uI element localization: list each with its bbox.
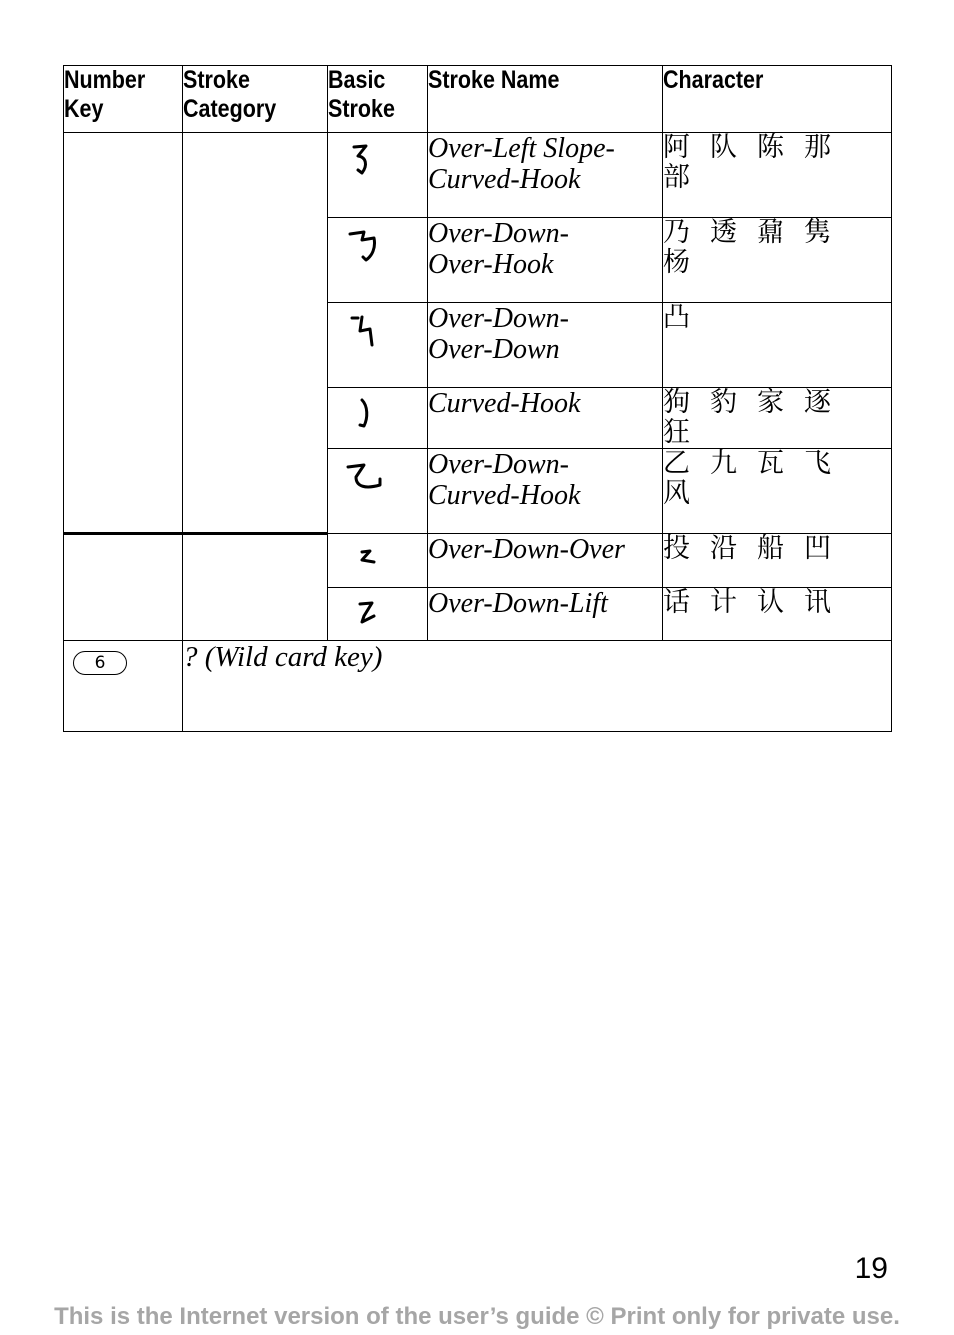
stroke-name-cell: Over-Down-Over xyxy=(428,534,663,588)
character: 狂 xyxy=(663,417,690,448)
table-row xyxy=(64,133,892,218)
basic-stroke-cell xyxy=(328,218,428,303)
page-number: 19 xyxy=(854,1252,888,1285)
header-number-key: Number Key xyxy=(64,66,183,133)
character: 那 xyxy=(804,132,831,163)
over-left-slope-curved-hook-stroke-icon xyxy=(346,141,386,181)
header-stroke-name: Stroke Name xyxy=(428,66,663,133)
curved-hook-stroke-icon xyxy=(346,396,386,432)
stroke-name-cell: Over-Left Slope- Curved-Hook xyxy=(428,133,663,218)
stroke-name-cell: Over-Down- Over-Hook xyxy=(428,218,663,303)
wild-card-description: ? (Wild card key) xyxy=(183,641,892,732)
character: 逐 xyxy=(804,387,831,418)
character: 九 xyxy=(710,448,737,479)
over-down-over-down-stroke-icon xyxy=(346,311,386,351)
basic-stroke-cell xyxy=(328,388,428,449)
over-down-over-hook-stroke-icon xyxy=(346,226,386,266)
stroke-name-cell: Over-Down-Lift xyxy=(428,588,663,641)
character-cell xyxy=(663,218,892,303)
over-down-lift-stroke-icon xyxy=(346,596,386,630)
over-down-curved-hook-stroke-icon xyxy=(346,457,390,497)
character-cell xyxy=(663,449,892,534)
basic-stroke-cell xyxy=(328,534,428,588)
number-key-cell xyxy=(64,133,183,534)
character: 凸 xyxy=(663,302,690,333)
character: 阿 xyxy=(663,132,690,163)
character: 鼐 xyxy=(757,217,784,248)
character: 讯 xyxy=(804,587,831,618)
character: 风 xyxy=(663,478,690,509)
header-character: Character xyxy=(663,66,892,133)
character-cell xyxy=(663,588,892,641)
stroke-name-cell: Over-Down- Curved-Hook xyxy=(428,449,663,534)
character: 话 xyxy=(663,587,690,618)
character: 乙 xyxy=(663,448,690,479)
stroke-table xyxy=(63,65,892,732)
footer-note: This is the Internet version of the user’s guide © Print only for private use. xyxy=(54,1303,900,1330)
header-basic-stroke: Basic Stroke xyxy=(328,66,428,133)
character: 杨 xyxy=(663,247,690,278)
character: 投 xyxy=(663,533,690,564)
character-cell xyxy=(663,133,892,218)
character: 豹 xyxy=(710,387,737,418)
table-header-row xyxy=(64,66,892,133)
over-down-over-stroke-icon xyxy=(346,542,386,576)
basic-stroke-cell xyxy=(328,449,428,534)
character: 狗 xyxy=(663,387,690,418)
character: 船 xyxy=(757,533,784,564)
header-stroke-category: Stroke Category xyxy=(183,66,328,133)
basic-stroke-cell xyxy=(328,303,428,388)
character-cell xyxy=(663,534,892,588)
table-row xyxy=(64,534,892,588)
basic-stroke-cell xyxy=(328,133,428,218)
key-6-icon: 6 xyxy=(73,651,127,675)
stroke-name-cell: Curved-Hook xyxy=(428,388,663,449)
character: 乃 xyxy=(663,217,690,248)
character: 沿 xyxy=(710,533,737,564)
character-cell xyxy=(663,303,892,388)
number-key-cell xyxy=(64,534,183,641)
character: 计 xyxy=(710,587,737,618)
wild-card-row xyxy=(64,641,892,732)
character: 家 xyxy=(757,387,784,418)
character: 陈 xyxy=(757,132,784,163)
stroke-name-cell: Over-Down- Over-Down xyxy=(428,303,663,388)
character: 隽 xyxy=(804,217,831,248)
character: 瓦 xyxy=(757,448,784,479)
character: 认 xyxy=(757,587,784,618)
character: 队 xyxy=(710,132,737,163)
basic-stroke-cell xyxy=(328,588,428,641)
stroke-category-cell xyxy=(183,534,328,641)
character: 透 xyxy=(710,217,737,248)
character: 部 xyxy=(663,162,690,193)
character: 飞 xyxy=(804,448,831,479)
number-key-cell xyxy=(64,641,183,732)
character: 凹 xyxy=(804,533,831,564)
stroke-category-cell xyxy=(183,133,328,534)
character-cell xyxy=(663,388,892,449)
